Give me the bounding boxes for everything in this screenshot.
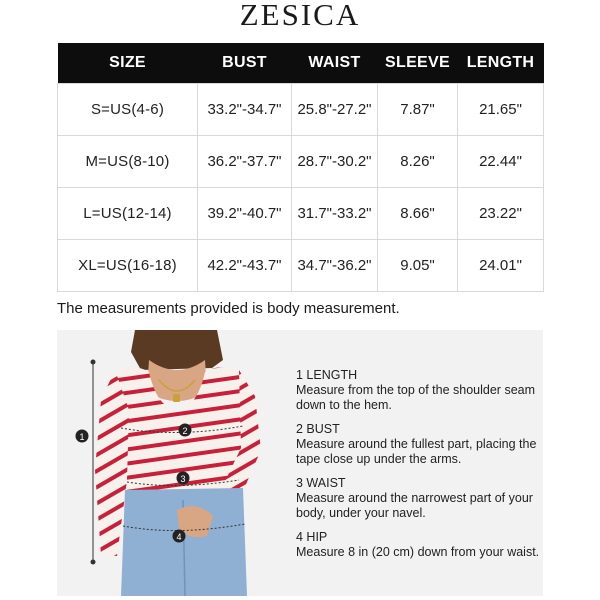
brand-logo: ZESICA (239, 0, 361, 32)
cell-sleeve: 8.26" (378, 135, 458, 187)
instruction-desc: Measure around the narrowest part of your body, under your navel. (296, 491, 533, 520)
svg-text:3: 3 (180, 474, 186, 484)
header-bust: BUST (198, 43, 292, 83)
size-chart-table (57, 43, 544, 292)
cell-bust: 33.2"-34.7" (198, 83, 292, 135)
header-length: LENGTH (458, 43, 544, 83)
marker-length (76, 430, 89, 443)
marker-hip (173, 530, 186, 543)
table-row (58, 239, 544, 291)
cell-length: 22.44" (458, 135, 544, 187)
instruction-hip (296, 530, 546, 560)
cell-size: S=US(4-6) (58, 83, 198, 135)
cell-size: XL=US(16-18) (58, 239, 198, 291)
cell-sleeve: 8.66" (378, 187, 458, 239)
cell-sleeve: 7.87" (378, 83, 458, 135)
instruction-length (296, 368, 546, 413)
svg-text:2: 2 (182, 426, 188, 436)
cell-bust: 39.2"-40.7" (198, 187, 292, 239)
header-sleeve: SLEEVE (378, 43, 458, 83)
header-size: SIZE (58, 43, 198, 83)
cell-bust: 42.2"-43.7" (198, 239, 292, 291)
instruction-desc: Measure from the top of the shoulder seam down to the hem. (296, 383, 536, 412)
cell-length: 21.65" (458, 83, 544, 135)
table-header-row (58, 43, 544, 83)
cell-size: M=US(8-10) (58, 135, 198, 187)
instruction-bust (296, 422, 546, 467)
cell-waist: 31.7"-33.2" (292, 187, 378, 239)
marker-waist (177, 472, 190, 485)
header-waist: WAIST (292, 43, 378, 83)
instruction-desc: Measure around the fullest part, placing the tape close up under the arms. (296, 437, 537, 466)
cell-sleeve: 9.05" (378, 239, 458, 291)
cell-waist: 34.7"-36.2" (292, 239, 378, 291)
measurement-instructions (296, 368, 546, 569)
cell-length: 23.22" (458, 187, 544, 239)
cell-waist: 28.7"-30.2" (292, 135, 378, 187)
model-illustration (57, 330, 277, 596)
instruction-title: 4 HIP (296, 530, 328, 544)
cell-size: L=US(12-14) (58, 187, 198, 239)
table-row (58, 187, 544, 239)
svg-text:1: 1 (79, 432, 85, 442)
instruction-desc: Measure 8 in (20 cm) down from your waist. (296, 545, 540, 559)
table-row (58, 83, 544, 135)
instruction-title: 3 WAIST (296, 476, 346, 490)
cell-bust: 36.2"-37.7" (198, 135, 292, 187)
table-row (58, 135, 544, 187)
cell-waist: 25.8"-27.2" (292, 83, 378, 135)
measurement-note: The measurements provided is body measurement. (57, 300, 400, 317)
instruction-title: 2 BUST (296, 422, 340, 436)
marker-bust (179, 424, 192, 437)
instruction-waist (296, 476, 546, 521)
cell-length: 24.01" (458, 239, 544, 291)
svg-text:4: 4 (176, 532, 182, 542)
instruction-title: 1 LENGTH (296, 368, 358, 382)
